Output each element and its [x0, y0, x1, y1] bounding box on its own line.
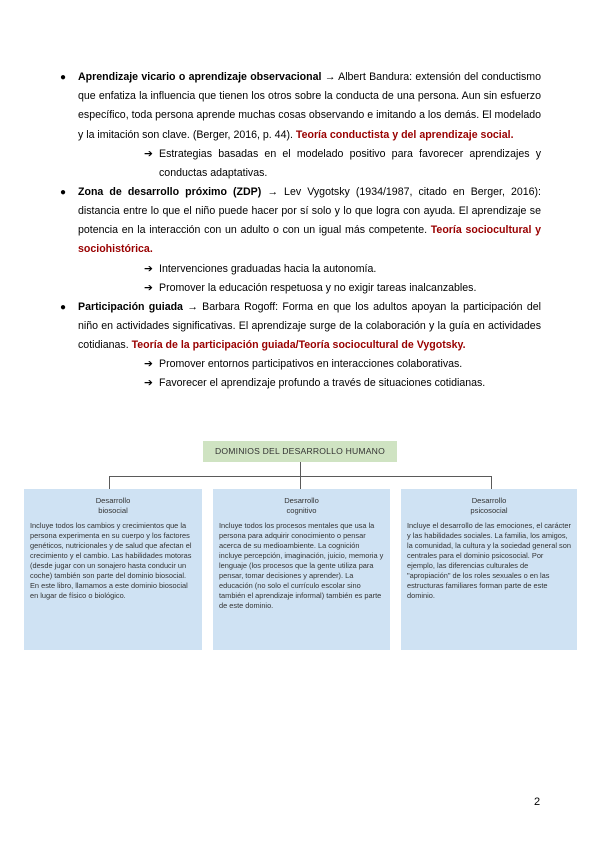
domain-box-cognitivo [213, 489, 390, 650]
term-description: Lev Vygotsky (1934/1987, citado en Berger, 2016): distancia entre lo que el niño puede hacer por sí solo y lo que logra con ayuda. El aprendizaje se potencia en la interacción con un adulto o con un igual más competente. [78, 185, 542, 237]
term-description: Albert Bandura: extensión del conductismo que enfatiza la influencia que tienen los otros sobre la conducta de una persona. Aun sin esfuerzo específico, toda persona aprende muchas cosas observando e imitando a los demás. El modelado y la imitación son clave. (Berger, 2016, p. 44). [78, 71, 542, 141]
domain-title-line2: cognitivo [286, 506, 317, 515]
bullet-dot: ● [60, 301, 67, 313]
arrow-icon: ➔ [144, 262, 153, 275]
sub-item-text: Promover entornos participativos en interacciones colaborativas. [159, 358, 463, 371]
domain-description: Incluye todos los procesos mentales que usa la persona para adquirir conocimiento o pensar acerca de su medioambiente. La cognición incluye percepción, imaginación, juicio, memoria y lenguaje (los procesos que la gente utiliza para pensar, tomar decisiones y aprender). La educación (no solo el currículo escolar sino también el aprendizaje informal) también es parte de este dominio. [219, 521, 384, 610]
sub-item [144, 260, 541, 279]
term-heading: Participación guiada [78, 300, 183, 313]
sub-item [144, 374, 541, 393]
bullet-dot: ● [60, 186, 67, 198]
sub-list [78, 145, 541, 183]
domain-box-biosocial [24, 489, 202, 650]
sub-item-text: Promover la educación respetuosa y no exigir tareas inalcanzables. [159, 281, 477, 294]
arrow-icon: ➔ [144, 358, 153, 371]
inline-arrow: → [187, 300, 198, 313]
development-domains-diagram [24, 440, 577, 650]
sub-item-text: Intervenciones graduadas hacia la autonomía. [159, 262, 377, 275]
sub-item [144, 279, 541, 298]
domain-title-line1: Desarrollo [284, 496, 319, 505]
arrow-icon: ➔ [144, 281, 153, 294]
domain-title-line2: psicosocial [470, 506, 508, 515]
inline-arrow: → [267, 185, 278, 198]
list-item-aprendizaje-vicario [60, 68, 541, 183]
theory-list [60, 68, 541, 393]
domain-box-psicosocial [401, 489, 577, 650]
domain-title-line1: Desarrollo [471, 496, 507, 505]
connector-left [109, 476, 110, 489]
connector-trunk [300, 462, 301, 477]
arrow-icon: ➔ [144, 147, 153, 160]
sub-item-text: Favorecer el aprendizaje profundo a través de situaciones cotidianas. [159, 377, 486, 390]
theory-label: Teoría de la participación guiada/Teoría sociocultural de Vygotsky. [131, 339, 466, 352]
domain-title-line2: biosocial [98, 506, 128, 515]
sub-list [78, 260, 541, 298]
theory-label: Teoría conductista y del aprendizaje social. [295, 128, 514, 141]
domain-description: Incluye el desarrollo de las emociones, el carácter y las habilidades sociales. La familia, los amigos, la comunidad, la cultura y la sociedad general son centrales para el dominio psicosocial. Por ejemplo, las diferencias culturales de "apropiación" de los roles sexuales o en las estructuras familiares forman parte de este dominio. [407, 521, 571, 600]
sub-item [144, 355, 541, 374]
sub-list [78, 355, 541, 393]
sub-item-text: Estrategias basadas en el modelado positivo para favorecer aprendizajes y conductas adaptativas. [159, 147, 541, 179]
diagram-title: DOMINIOS DEL DESARROLLO HUMANO [203, 441, 397, 462]
term-heading: Zona de desarrollo próximo (ZDP) [78, 185, 262, 198]
term-heading: Aprendizaje vicario o aprendizaje observacional [78, 71, 322, 83]
bullet-dot: ● [60, 72, 67, 83]
connector-middle [300, 476, 301, 489]
sub-item [144, 145, 541, 183]
domain-description: Incluye todos los cambios y crecimientos que la persona experimenta en su cuerpo y los factores genéticos, nutricionales y de salud que afectan el crecimiento y el cambio. Las habilidades motoras (desde jugar con un sonajero hasta conducir un coche) también son parte del dominio biosocial. En este libro, llamamos a este dominio biosocial en lugar de físico o biológico. [30, 521, 192, 600]
list-item-zdp [60, 183, 541, 298]
list-item-participacion-guiada [60, 298, 541, 394]
inline-arrow: → [324, 71, 336, 83]
page-number: 2 [534, 796, 541, 808]
arrow-icon: ➔ [144, 377, 153, 390]
theory-label: Teoría sociocultural y sociohistórica. [78, 224, 542, 256]
term-description: Barbara Rogoff: Forma en que los adultos apoyan la participación del niño en actividades significativas. El aprendizaje surge de la colaboración y la guía en actividades cotidianas. [78, 300, 541, 352]
connector-right [491, 476, 492, 489]
domain-title-line1: Desarrollo [95, 496, 131, 505]
